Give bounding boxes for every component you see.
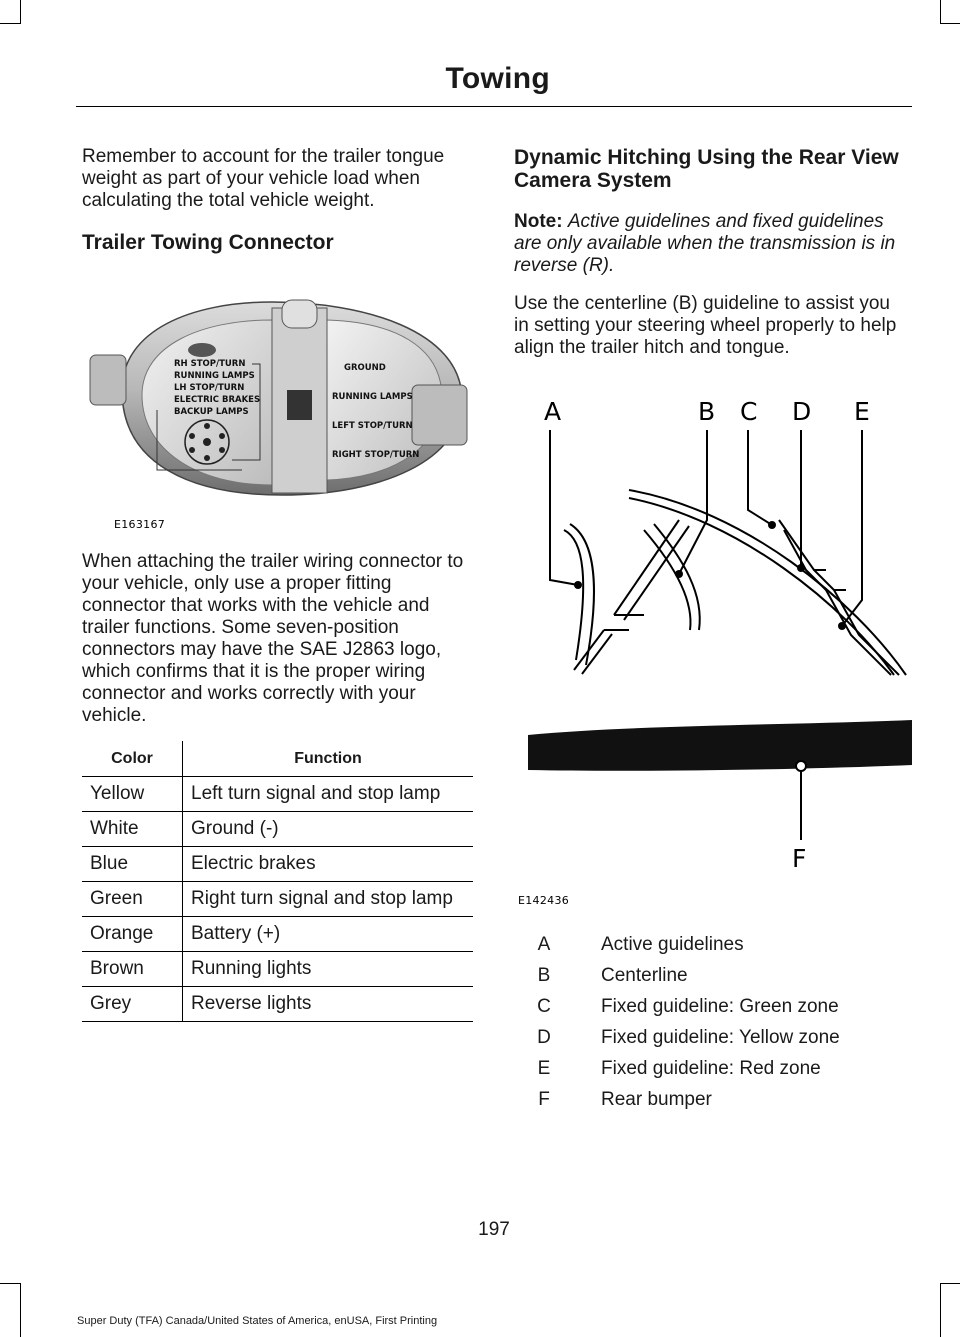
connector-body-paragraph: When attaching the trailer wiring connector to your vehicle, only use a proper fitting connector that works with the vehicle and trailer functions. Some seven-position connectors may have the SAE J2863 logo, which confirms that it is the proper wiring connector and works correctly with your vehicle. <box>82 551 464 726</box>
crop-mark <box>0 23 21 24</box>
table-cell-function: Left turn signal and stop lamp <box>183 777 474 812</box>
note-paragraph <box>514 211 910 277</box>
legend-item <box>520 1022 900 1053</box>
legend-text: Fixed guideline: Red zone <box>601 1057 821 1079</box>
label-backup-lamps: BACKUP LAMPS <box>174 407 249 417</box>
table-cell-color: Blue <box>82 847 183 882</box>
header-divider <box>76 106 912 107</box>
trailer-connector-illustration <box>82 290 474 535</box>
legend-text: Centerline <box>601 964 688 986</box>
table-header-color: Color <box>82 741 183 777</box>
legend-text: Fixed guideline: Green zone <box>601 995 839 1017</box>
table-row <box>82 847 473 882</box>
table-header-function: Function <box>183 741 474 777</box>
table-cell-function: Running lights <box>183 952 474 987</box>
diagram-label-e: E <box>854 397 870 426</box>
table-cell-function: Electric brakes <box>183 847 474 882</box>
hitching-body-paragraph: Use the centerline (B) guideline to assist you in setting your steering wheel properly to help align the trailer hitch and tongue. <box>514 293 897 358</box>
label-running-lamps: RUNNING LAMPS <box>174 371 255 381</box>
legend-text: Active guidelines <box>601 933 744 955</box>
crop-mark <box>20 0 21 24</box>
legend-key: E <box>537 1057 551 1079</box>
legend-key: B <box>537 964 551 986</box>
diagram-label-f: F <box>792 844 807 873</box>
legend-item <box>520 929 900 960</box>
diagram-label-b: B <box>698 397 716 426</box>
label-electric-brakes: ELECTRIC BRAKES <box>174 395 261 405</box>
crop-mark <box>0 1283 21 1284</box>
legend-item <box>520 1053 900 1084</box>
legend-key: A <box>537 933 551 955</box>
left-column <box>82 146 477 254</box>
table-row <box>82 812 473 847</box>
legend-key: C <box>537 995 551 1017</box>
legend-key: D <box>537 1026 551 1048</box>
right-column <box>514 146 910 359</box>
table-cell-function: Right turn signal and stop lamp <box>183 882 474 917</box>
table-cell-function: Battery (+) <box>183 917 474 952</box>
label-ground: GROUND <box>344 363 386 373</box>
crop-mark <box>940 23 960 24</box>
label-left-stop-turn: LEFT STOP/TURN <box>332 421 413 431</box>
crop-mark <box>940 0 941 24</box>
diagram-legend <box>520 929 900 1115</box>
table-row <box>82 987 473 1022</box>
legend-item <box>520 1084 900 1115</box>
table-cell-color: Green <box>82 882 183 917</box>
label-running-lamps-right: RUNNING LAMPS <box>332 392 413 402</box>
table-cell-color: White <box>82 812 183 847</box>
legend-text: Fixed guideline: Yellow zone <box>601 1026 840 1048</box>
section-heading-hitching: Dynamic Hitching Using the Rear View Camera System <box>514 146 899 192</box>
note-label: Note: <box>514 211 563 232</box>
legend-item <box>520 960 900 991</box>
rear-camera-guideline-diagram <box>514 390 912 910</box>
intro-paragraph: Remember to account for the trailer tongue weight as part of your vehicle load when calculating the total vehicle weight. <box>82 146 445 211</box>
legend-item <box>520 991 900 1022</box>
table-row <box>82 882 473 917</box>
table-row <box>82 952 473 987</box>
table-cell-color: Orange <box>82 917 183 952</box>
table-cell-color: Brown <box>82 952 183 987</box>
figure-code-connector: E163167 <box>114 518 166 531</box>
diagram-label-d: D <box>792 397 812 426</box>
table-row <box>82 917 473 952</box>
crop-mark <box>940 1283 941 1337</box>
diagram-label-a: A <box>544 397 562 426</box>
label-right-stop-turn: RIGHT STOP/TURN <box>332 450 420 460</box>
label-rh-stop-turn: RH STOP/TURN <box>174 359 246 369</box>
crop-mark <box>20 1283 21 1337</box>
table-header-row <box>82 741 473 777</box>
table-cell-color: Grey <box>82 987 183 1022</box>
table-cell-function: Ground (-) <box>183 812 474 847</box>
page-number: 197 <box>478 1219 510 1240</box>
table-row <box>82 777 473 812</box>
legend-key: F <box>538 1088 550 1110</box>
legend-text: Rear bumper <box>601 1088 712 1110</box>
footer-text: Super Duty (TFA) Canada/United States of America, enUSA, First Printing <box>77 1315 438 1327</box>
figure-code-camera: E142436 <box>518 894 570 907</box>
crop-mark <box>940 1283 960 1284</box>
note-text: Active guidelines and fixed guidelines are only available when the transmission is in reverse (R). <box>514 211 896 276</box>
diagram-label-c: C <box>740 397 758 426</box>
label-lh-stop-turn: LH STOP/TURN <box>174 383 245 393</box>
page-title: Towing <box>445 62 550 95</box>
connector-color-table <box>82 741 473 1022</box>
table-cell-function: Reverse lights <box>183 987 474 1022</box>
section-heading-connector: Trailer Towing Connector <box>82 231 334 254</box>
table-cell-color: Yellow <box>82 777 183 812</box>
